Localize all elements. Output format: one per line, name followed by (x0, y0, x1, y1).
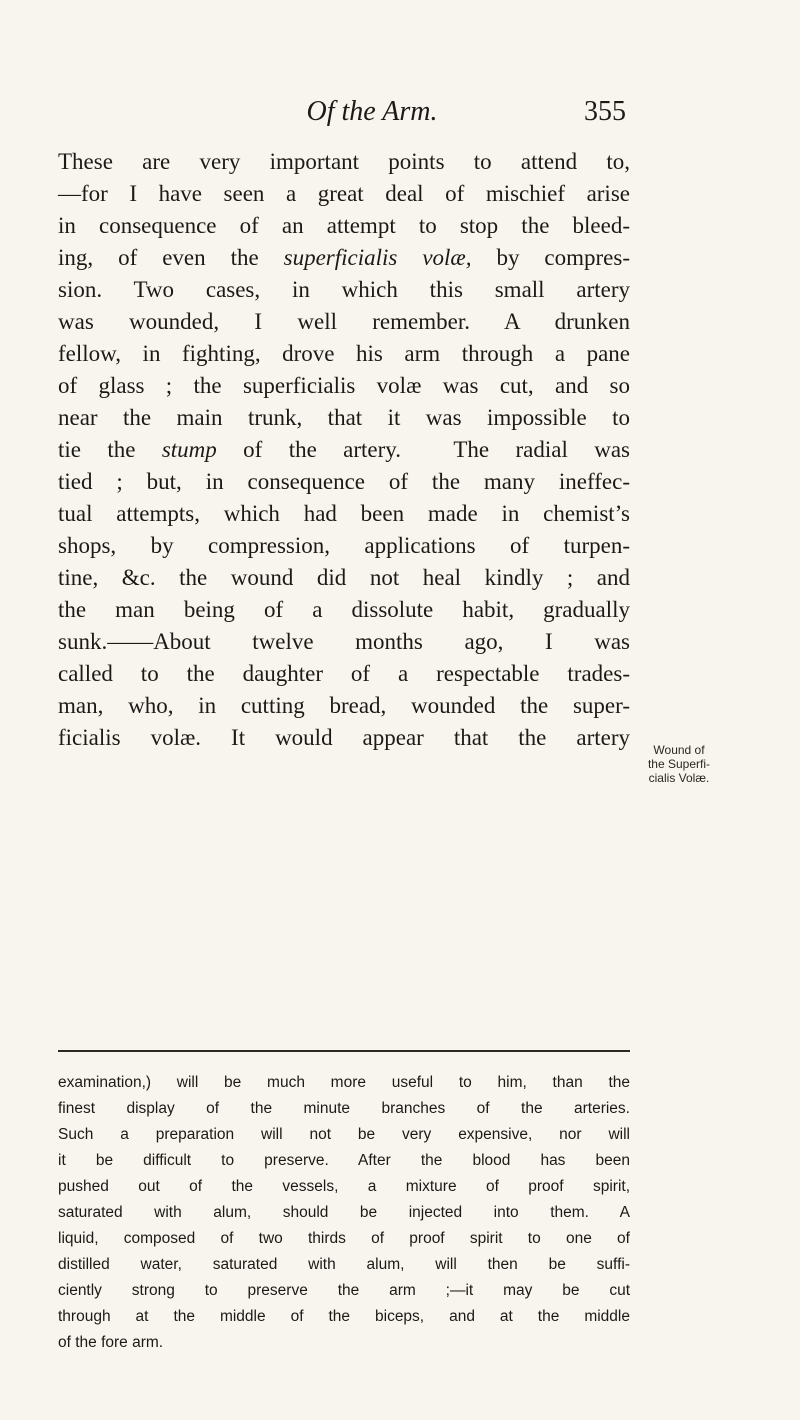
main-text (58, 146, 630, 754)
text-line (58, 434, 630, 466)
page-number: 355 (584, 96, 626, 127)
text-line: man, who, in cutting bread, wounded the super- (58, 693, 630, 718)
text-segment: tie the (58, 437, 162, 462)
footnote-line: finest display of the minute branches of the arteries. (58, 1100, 630, 1117)
footnote-line: pushed out of the vessels, a mixture of proof spirit, (58, 1178, 630, 1195)
text-line: tual attempts, which had been made in chemist’s (58, 501, 630, 526)
page-header (118, 92, 626, 132)
margin-note-line: Wound of (653, 743, 705, 757)
margin-note-line: cialis Volæ. (648, 771, 710, 785)
footnote-line: it be difficult to preserve. After the blood has been (58, 1152, 630, 1169)
footnote-line: examination,) will be much more useful to him, than the (58, 1074, 630, 1091)
footnote (58, 1070, 630, 1356)
text-line: near the main trunk, that it was impossible to (58, 405, 630, 430)
text-line: was wounded, I well remember. A drunken (58, 309, 630, 334)
text-line: ficialis volæ. It would appear that the artery (58, 725, 630, 750)
footnote-line: liquid, composed of two thirds of proof spirit to one of (58, 1230, 630, 1247)
text-line: of glass ; the superficialis volæ was cut, and so (58, 373, 630, 398)
footnote-line: ciently strong to preserve the arm ;—it may be cut (58, 1282, 630, 1299)
text-line: shops, by compression, applications of turpen- (58, 533, 630, 558)
margin-note (634, 743, 724, 785)
footnote-divider (58, 1050, 630, 1052)
text-line: tine, &c. the wound did not heal kindly ; and (58, 565, 630, 590)
text-line: sion. Two cases, in which this small artery (58, 277, 630, 302)
text-line: tied ; but, in consequence of the many ineffec- (58, 469, 630, 494)
text-line: fellow, in fighting, drove his arm through a pane (58, 341, 630, 366)
text-line: called to the daughter of a respectable trades- (58, 661, 630, 686)
text-line: These are very important points to attend to, (58, 149, 630, 174)
text-line: —for I have seen a great deal of mischief arise (58, 181, 630, 206)
text-line: the man being of a dissolute habit, gradually (58, 597, 630, 622)
footnote-line: Such a preparation will not be very expensive, nor will (58, 1126, 630, 1143)
text-line: in consequence of an attempt to stop the bleed- (58, 213, 630, 238)
footnote-line: distilled water, saturated with alum, will then be suffi- (58, 1256, 630, 1273)
text-line (58, 242, 630, 274)
running-title: Of the Arm. (306, 96, 438, 127)
text-segment: ing, of even the (58, 245, 284, 270)
text-segment: of the artery. The radial was (216, 437, 631, 462)
margin-note-line: the Superfi- (647, 757, 711, 771)
italic-term: stump (161, 437, 217, 462)
italic-term: superficialis volæ, (283, 245, 472, 270)
footnote-line: saturated with alum, should be injected into them. A (58, 1204, 630, 1221)
text-line: sunk.——About twelve months ago, I was (58, 629, 630, 654)
footnote-line: of the fore arm. (58, 1334, 164, 1351)
footnote-line: through at the middle of the biceps, and at the middle (58, 1308, 630, 1325)
text-segment: by compres- (471, 245, 630, 270)
